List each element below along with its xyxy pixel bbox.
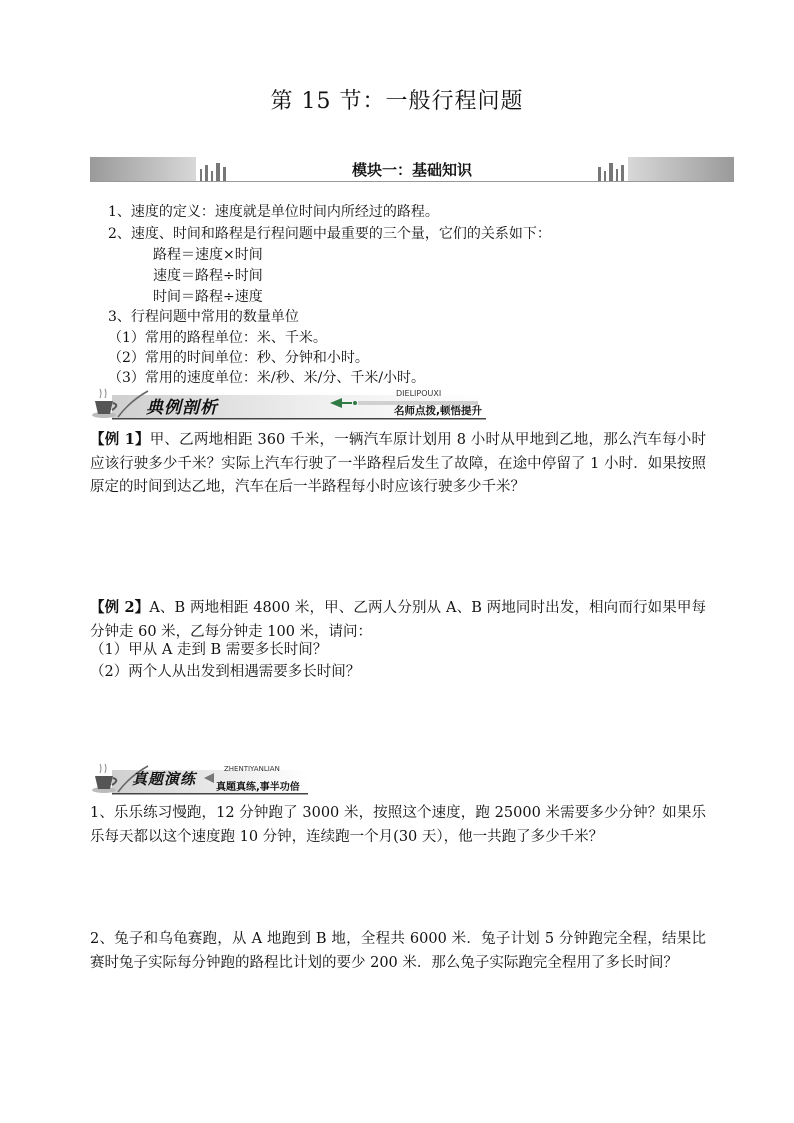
example-2-tag: 【例 2】 — [90, 599, 150, 616]
unit-speed: （3）常用的速度单位：米/秒、米/分、千米/小时。 — [108, 370, 426, 386]
module-title: 模块一：基础知识 — [351, 161, 472, 179]
example-2-question-2: （2）两个人从出发到相遇需要多长时间？ — [90, 664, 361, 680]
examples-banner-pinyin: DIELIPOUXI — [396, 389, 442, 398]
page-title: 第 15 节：一般行程问题 — [270, 89, 524, 114]
practice-banner — [90, 762, 308, 798]
example-2 — [90, 596, 706, 644]
module-header-bar — [90, 157, 734, 183]
basics-line-2: 2、速度、时间和路程是行程问题中最重要的三个量，它们的关系如下： — [108, 226, 551, 242]
example-1-tag: 【例 1】 — [90, 431, 150, 448]
examples-banner — [90, 387, 486, 423]
unit-distance: （1）常用的路程单位：米、千米。 — [108, 330, 327, 346]
example-2-text: A、B 两地相距 4800 米，甲、乙两人分别从 A、B 两地同时出发，相向而行如果甲每分钟走 60 米，乙每分钟走 100 米，请问： — [90, 600, 706, 640]
formula-distance: 路程＝速度×时间 — [153, 247, 263, 263]
formula-speed: 速度＝路程÷时间 — [153, 268, 263, 284]
example-1-text: 甲、乙两地相距 360 千米，一辆汽车原计划用 8 小时从甲地到乙地，那么汽车每小时应该行驶多少千米？实际上汽车行驶了一半路程后发生了故障，在途中停留了 1 小时．如果按照原定的时间到达乙地，汽车在后一半路程每小时应该行驶多少千米？ — [90, 432, 706, 495]
unit-time: （2）常用的时间单位：秒、分钟和小时。 — [108, 350, 369, 366]
examples-banner-label: 典例剖析 — [146, 398, 218, 418]
practice-1: 1、乐乐练习慢跑，12 分钟跑了 3000 米，按照这个速度，跑 25000 米需要多少分钟？如果乐乐每天都以这个速度跑 10 分钟，连续跑一个月(30 天），他一共跑了多少千米？ — [90, 805, 706, 845]
practice-banner-label: 真题演练 — [132, 770, 197, 788]
practice-banner-pinyin: ZHENTIYANLIAN — [224, 765, 280, 773]
example-2-question-1: （1）甲从 A 走到 B 需要多长时间？ — [90, 642, 328, 658]
formula-time: 时间＝路程÷速度 — [153, 289, 263, 305]
practice-banner-tagline: 真题真练,事半功倍 — [216, 782, 300, 793]
basics-line-3: 3、行程问题中常用的数量单位 — [108, 309, 299, 325]
practice-2: 2、兔子和乌龟赛跑，从 A 地跑到 B 地，全程共 6000 米．兔子计划 5 分钟跑完全程，结果比赛时兔子实际每分钟跑的路程比计划的要少 200 米．那么兔子实际跑完全程用了多长时间？ — [90, 931, 706, 971]
examples-banner-tagline: 名师点拨,顿悟提升 — [394, 405, 482, 417]
basics-line-1: 1、速度的定义：速度就是单位时间内所经过的路程。 — [108, 204, 439, 220]
example-1 — [90, 428, 706, 500]
